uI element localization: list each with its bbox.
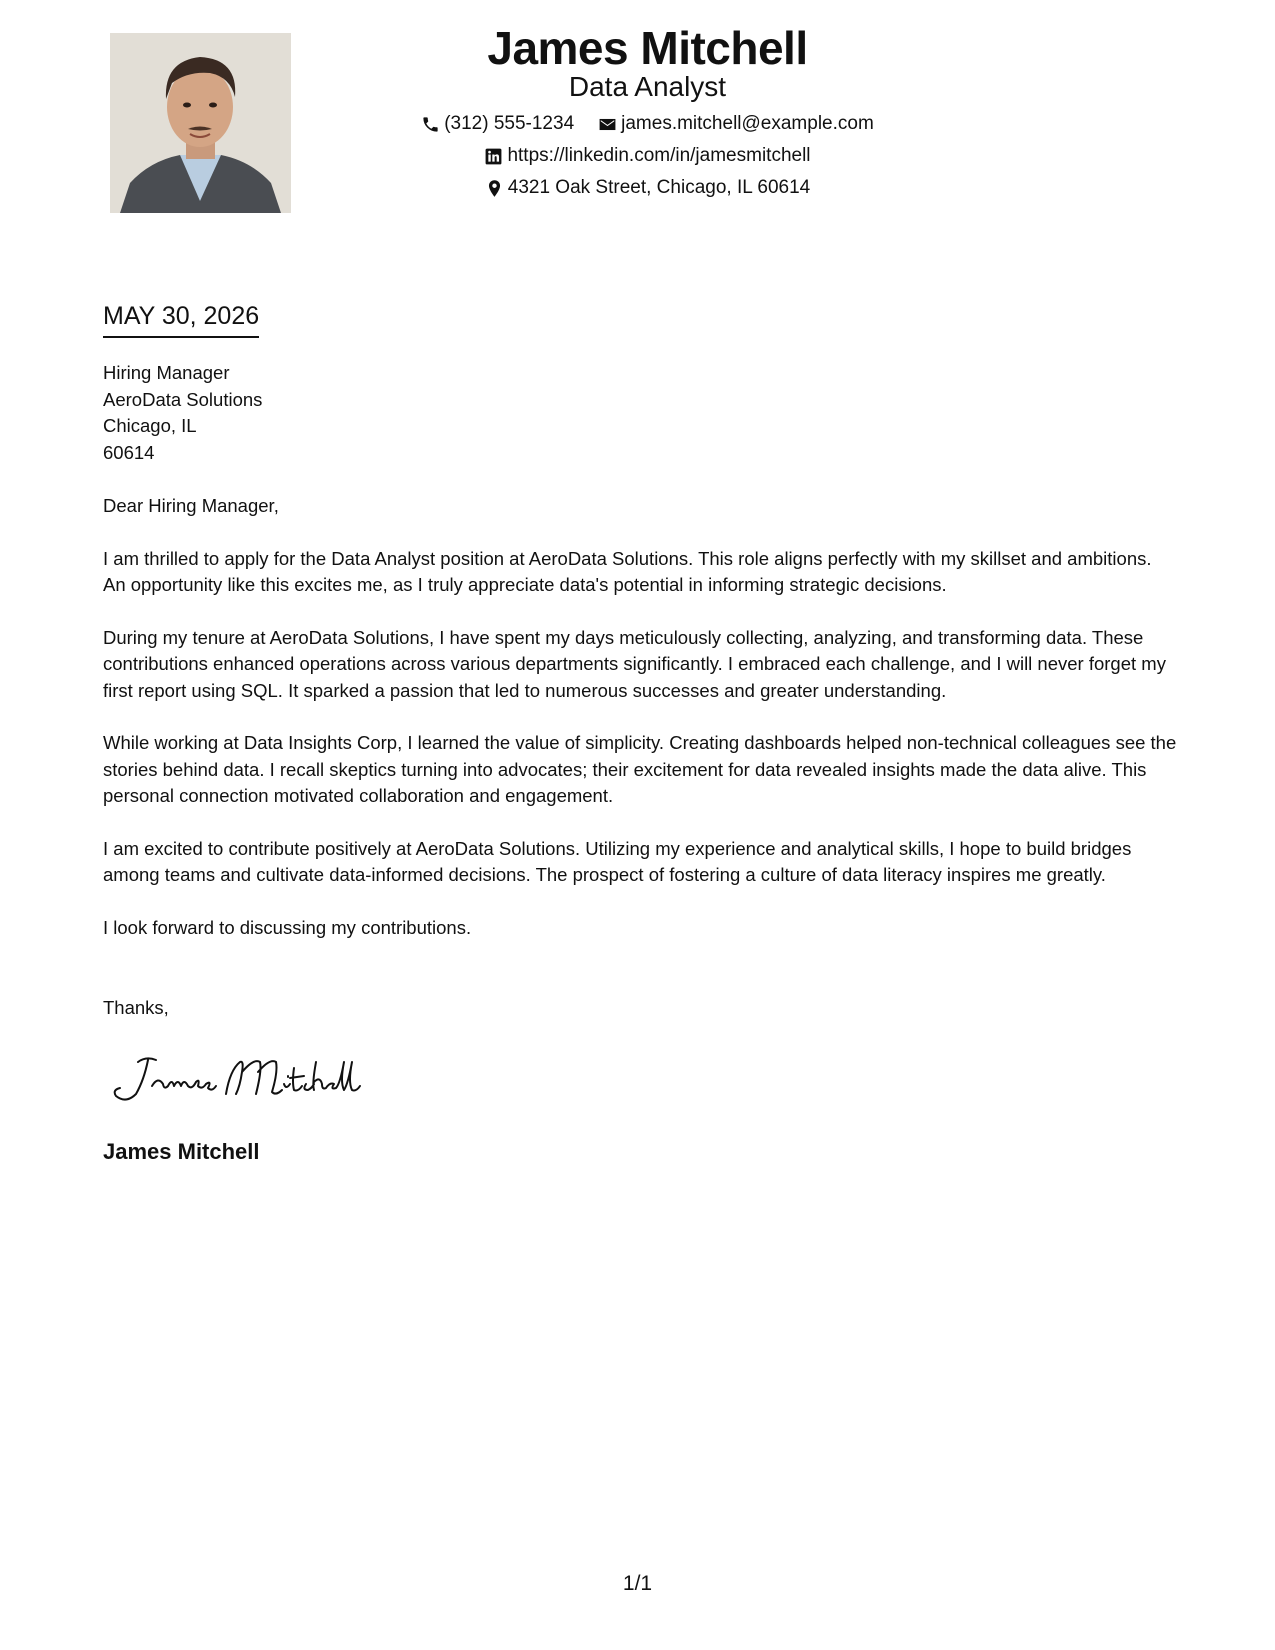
body-paragraph: I am thrilled to apply for the Data Analyst position at AeroData Solutions. This role aligns perfectly with my skillset and ambitions. An opportunity like this excites me, as I truly appreciate data's potential in informing strategic decisions. xyxy=(103,547,1152,595)
profile-photo xyxy=(110,33,291,213)
salutation: Dear Hiring Manager, xyxy=(103,495,279,516)
recipient-block xyxy=(103,360,262,466)
recipient-line: AeroData Solutions xyxy=(103,388,263,410)
email-item[interactable] xyxy=(598,108,874,140)
recipient-line: 60614 xyxy=(103,441,155,463)
recipient-line: Chicago, IL xyxy=(103,415,197,436)
closing: Thanks, xyxy=(103,997,169,1018)
recipient-line: Hiring Manager xyxy=(103,362,230,383)
contact-row-phone-email xyxy=(300,108,995,140)
linkedin-icon xyxy=(484,147,503,166)
linkedin-text[interactable]: https://linkedin.com/in/jamesmitchell xyxy=(507,145,811,166)
job-title: Data Analyst xyxy=(568,71,727,102)
letter-body xyxy=(103,493,1178,967)
phone-icon xyxy=(421,115,440,134)
page-number: 1/1 xyxy=(622,1572,653,1595)
applicant-name: James Mitchell xyxy=(487,22,808,74)
body-paragraph: I am excited to contribute positively at AeroData Solutions. Utilizing my experience and analytical skills, I hope to build bridges among teams and cultivate data-informed decisions. The prospect of fostering a culture of data literacy inspires me greatly. xyxy=(103,837,1132,885)
body-paragraph: I look forward to discussing my contributions. xyxy=(103,916,472,938)
phone-text: (312) 555-1234 xyxy=(444,113,575,134)
linkedin-item[interactable] xyxy=(484,140,810,172)
signer-name: James Mitchell xyxy=(103,1139,260,1164)
phone-item xyxy=(421,108,574,140)
email-text[interactable]: james.mitchell@example.com xyxy=(621,113,874,134)
body-paragraph: During my tenure at AeroData Solutions, I have spent my days meticulously collecting, analyzing, and transforming data. These contributions enhanced operations across various departments significantly. I embraced each challenge, and I will never forget my first report using SQL. It sparked a passion that led to numerous successes and greater understanding. xyxy=(103,626,1166,701)
body-paragraph: While working at Data Insights Corp, I learned the value of simplicity. Creating dashboards helped non-technical colleagues see the stories behind data. I recall skeptics turning into advocates; their excitement for data revealed insights made the data alive. This personal connection motivated collaboration and engagement. xyxy=(103,732,1177,806)
map-marker-icon xyxy=(485,179,504,198)
header xyxy=(300,20,995,204)
letter-date: MAY 30, 2026 xyxy=(103,300,259,338)
address-item xyxy=(485,172,810,204)
contact-row-address xyxy=(300,172,995,204)
envelope-icon xyxy=(598,115,617,134)
handwritten-signature xyxy=(108,1050,368,1106)
contact-row-linkedin xyxy=(300,140,995,172)
address-text: 4321 Oak Street, Chicago, IL 60614 xyxy=(507,177,811,198)
